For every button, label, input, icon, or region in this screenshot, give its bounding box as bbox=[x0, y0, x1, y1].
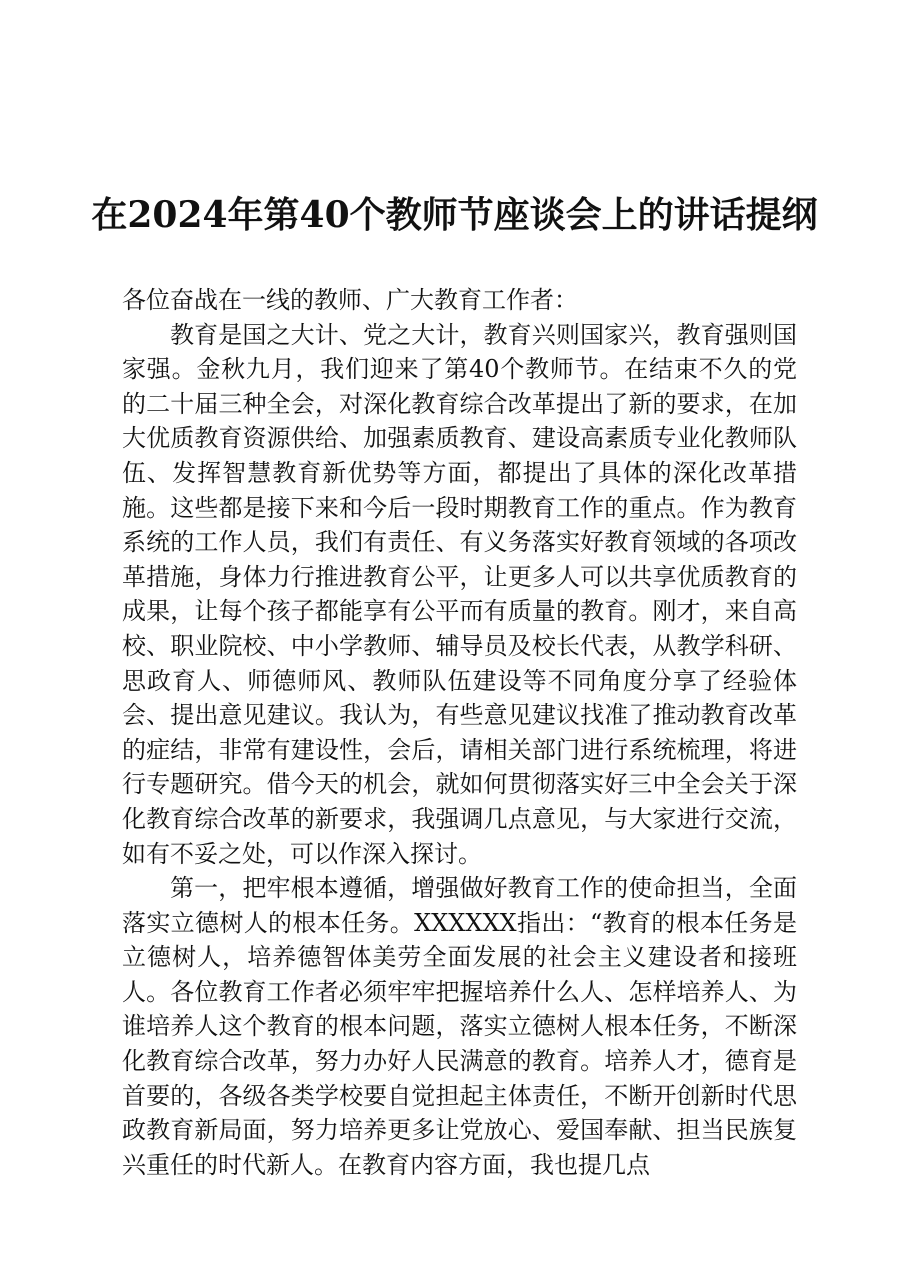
salutation: 各位奋战在一线的教师、广大教育工作者： bbox=[122, 286, 578, 314]
paragraph: 第一，把牢根本遵循，增强做好教育工作的使命担当，全面落实立德树人的根本任务。XXXXXX指出：“教育的根本任务是立德树人，培养德智体美劳全面发展的社会主义建设者和接班人。各位教育工作者必须牢牢把握培养什么人、怎样培养人、为谁培养人这个教育的根本问题，落实立德树人根本任务，不断深化教育综合改革，努力办好人民满意的教育。培养人才，德育是首要的，各级各类学校要自觉担起主体责任，不断开创新时代思政教育新局面，努力培养更多让党放心、爱国奉献、担当民族复兴重任的时代新人。在教育内容方面，我也提几点 bbox=[122, 874, 797, 1179]
paragraph: 教育是国之大计、党之大计，教育兴则国家兴，教育强则国家强。金秋九月，我们迎来了第40个教师节。在结束不久的党的二十届三种全会，对深化教育综合改革提出了新的要求，在加大优质教育资源供给、加强素质教育、建设高素质专业化教师队伍、发挥智慧教育新优势等方面，都提出了具体的深化改革措施。这些都是接下来和今后一段时期教育工作的重点。作为教育系统的工作人员，我们有责任、有义务落实好教育领域的各项改革措施，身体力行推进教育公平，让更多人可以共享优质教育的成果，让每个孩子都能享有公平而有质量的教育。刚才，来自高校、职业院校、中小学教师、辅导员及校长代表，从教学科研、思政育人、师德师风、教师队伍建设等不同角度分享了经验体会、提出意见建议。我认为，有些意见建议找准了推动教育改革的症结，非常有建设性，会后，请相关部门进行系统梳理，将进行专题研究。借今天的机会，就如何贯彻落实好三中全会关于深化教育综合改革的新要求，我强调几点意见，与大家进行交流，如有不妥之处，可以作深入探讨。 bbox=[122, 320, 797, 868]
document-title: 在2024年第40个教师节座谈会上的讲话提纲 bbox=[91, 194, 818, 236]
document-body bbox=[122, 283, 797, 1182]
